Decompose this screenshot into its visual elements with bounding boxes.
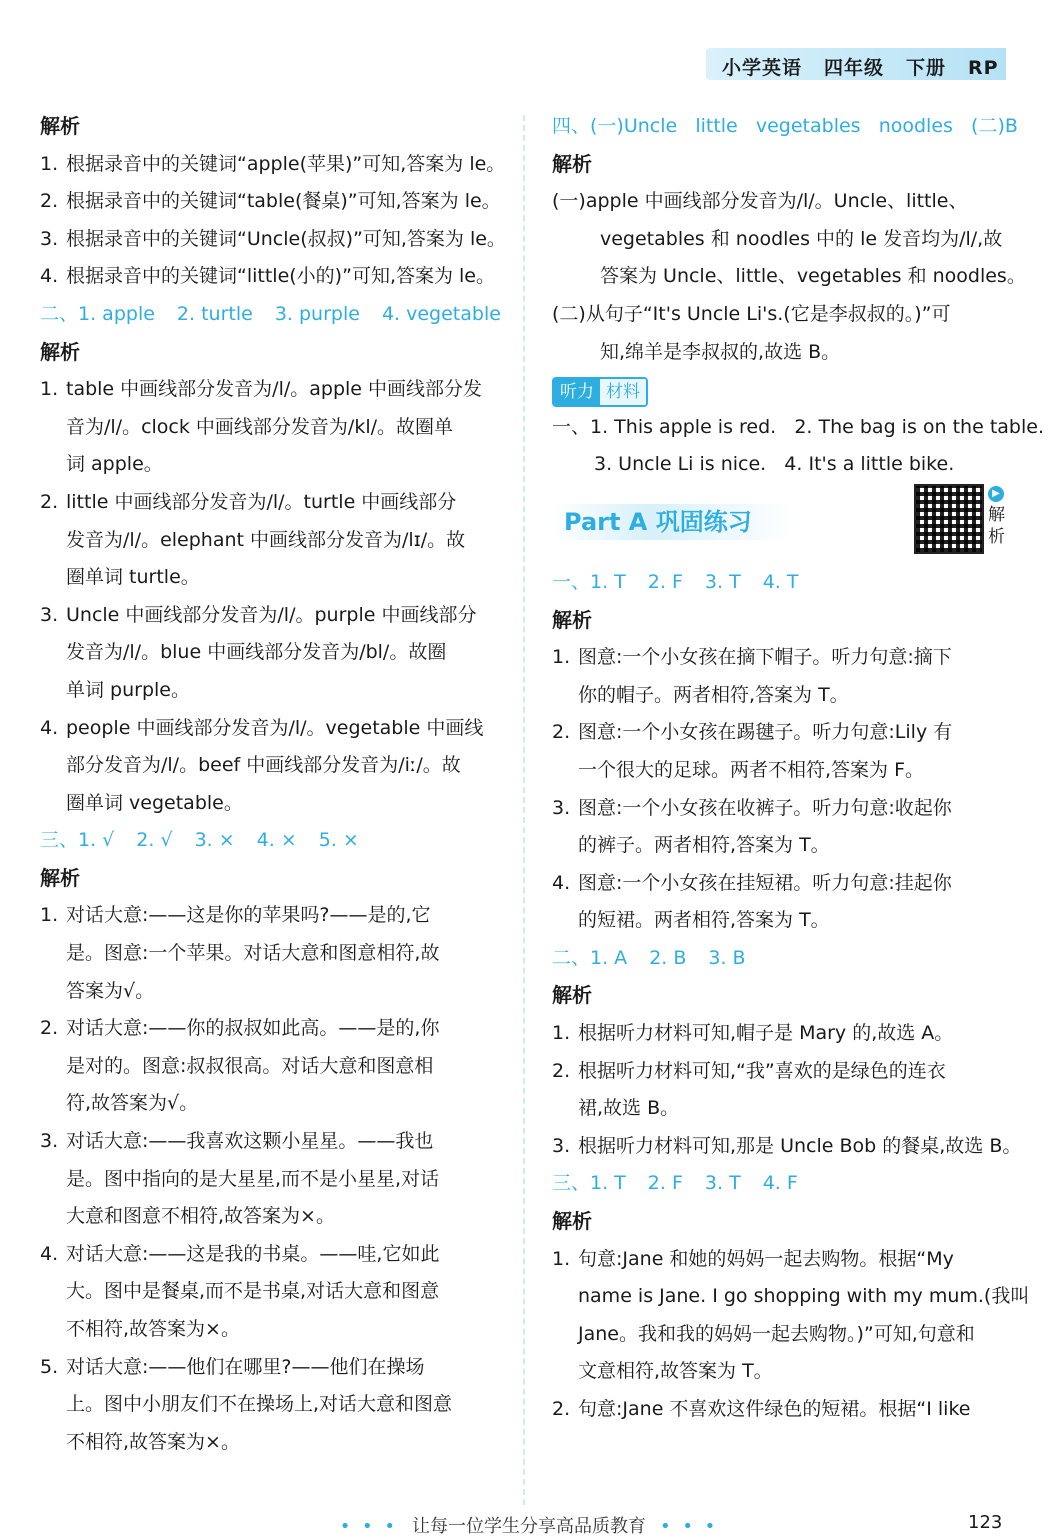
list-item: (一)apple 中画线部分发音为/l/。Uncle、little、 vegetables 和 noodles 中的 le 发音均为/l/,故 答案为 Uncle、little、vegetables 和 noodles。 [552, 190, 1026, 288]
qr-code-icon[interactable] [914, 484, 984, 554]
section-heading: 解析 [40, 114, 80, 138]
header-subject: 小学英语 [722, 57, 803, 79]
listening-material-tag: 听力 材料 [552, 371, 1014, 409]
list-item: 2. 根据听力材料可知,“我”喜欢的是绿色的连衣 裙,故选 B。 [552, 1059, 946, 1120]
answer-row: 三、1. T 2. F 3. T 4. F [552, 1172, 798, 1195]
list-item: 1. 根据听力材料可知,帽子是 Mary 的,故选 A。 [552, 1022, 954, 1045]
answer-row: 二、1. A 2. B 3. B [552, 946, 746, 969]
left-column [40, 108, 506, 1461]
header-grade: 四年级 [824, 57, 885, 79]
list-item: 3. 图意:一个小女孩在收裤子。听力句意:收起你 的裤子。两者相符,答案为 T。 [552, 796, 952, 857]
part-a-header [552, 484, 1014, 564]
section-heading: 解析 [40, 339, 80, 364]
list-item: 4. 根据录音中的关键词“little(小的)”可知,答案为 le。 [40, 265, 495, 288]
section-heading: 解析 [552, 983, 592, 1008]
right-column [552, 108, 1044, 1429]
list-item: 3. 根据录音中的关键词“Uncle(叔叔)”可知,答案为 le。 [40, 227, 506, 250]
list-item: 2. 句意:Jane 不喜欢这件绿色的短裙。根据“I like [552, 1398, 971, 1420]
list-item: 1. table 中画线部分发音为/l/。apple 中画线部分发 音为/l/。clock 中画线部分发音为/kl/。故圈单 词 apple。 [40, 378, 483, 476]
qr-label: 解析 [988, 504, 1005, 547]
header-term: 下册 [906, 57, 947, 79]
list-item: 5. 对话大意:——他们在哪里?——他们在操场 上。图中小朋友们不在操场上,对话大意和图意 不相符,故答案为×。 [40, 1355, 453, 1453]
play-icon: ▶ [988, 486, 1004, 502]
list-item: (二)从句子“It's Uncle Li's.(它是李叔叔的。)”可 知,绵羊是李叔叔的,故选 B。 [552, 302, 951, 363]
answer-row: 二、1. apple 2. turtle 3. purple 4. vegetable [40, 302, 501, 325]
list-item: 4. people 中画线部分发音为/l/。vegetable 中画线 部分发音为/l/。beef 中画线部分发音为/iː/。故 圈单词 vegetable。 [40, 716, 484, 814]
list-item: 2. 对话大意:——你的叔叔如此高。——是的,你 是对的。图意:叔叔很高。对话大意和图意相 符,故答案为√。 [40, 1017, 440, 1115]
list-item: 3. 对话大意:——我喜欢这颗小星星。——我也 是。图中指向的是大星星,而不是小星星,对话 大意和图意不相符,故答案为×。 [40, 1130, 440, 1228]
listening-line: 3. Uncle Li is nice. 4. It's a little bike. [594, 453, 955, 476]
header-edition: RP [968, 57, 999, 79]
section-heading: 解析 [552, 607, 592, 632]
section-heading: 解析 [552, 1209, 592, 1234]
list-item: 1. 图意:一个小女孩在摘下帽子。听力句意:摘下 你的帽子。两者相符,答案为 T。 [552, 646, 952, 706]
list-item: 3. 根据听力材料可知,那是 Uncle Bob 的餐桌,故选 B。 [552, 1134, 1022, 1157]
section-heading: 解析 [40, 865, 80, 890]
answer-row: 一、1. T 2. F 3. T 4. T [552, 570, 799, 593]
footer-slogan: • • • 让每一位学生分享高品质教育 • • • [339, 1516, 719, 1537]
list-item: 3. Uncle 中画线部分发音为/l/。purple 中画线部分 发音为/l/。blue 中画线部分发音为/bl/。故圈 单词 purple。 [40, 603, 477, 701]
list-item: 2. little 中画线部分发音为/l/。turtle 中画线部分 发音为/l/。elephant 中画线部分发音为/lɪ/。故 圈单词 turtle。 [40, 490, 466, 589]
list-item: 1. 对话大意:——这是你的苹果吗?——是的,它 是。图意:一个苹果。对话大意和图意相符,故 答案为√。 [40, 904, 440, 1002]
answer-row: 四、(一)Uncle little vegetables noodles (二)B [552, 115, 1018, 137]
list-item: 4. 图意:一个小女孩在挂短裙。听力句意:挂起你 的短裙。两者相符,答案为 T。 [552, 871, 952, 932]
column-divider [523, 115, 525, 1505]
header-text [722, 53, 1021, 80]
list-item: 2. 根据录音中的关键词“table(餐桌)”可知,答案为 le。 [40, 190, 501, 213]
section-heading: 解析 [552, 151, 592, 176]
list-item: 4. 对话大意:——这是我的书桌。——哇,它如此 大。图中是餐桌,而不是书桌,对话大意和图意 不相符,故答案为×。 [40, 1242, 440, 1340]
answer-row: 三、1. √ 2. √ 3. × 4. × 5. × [40, 829, 359, 852]
part-title: Part A 巩固练习 [552, 504, 794, 540]
list-item: 1. 根据录音中的关键词“apple(苹果)”可知,答案为 le。 [40, 152, 506, 175]
listening-line: 一、1. This apple is red. 2. The bag is on the table. [552, 415, 1044, 438]
page-number: 123 [968, 1512, 1003, 1533]
list-item: 2. 图意:一个小女孩在踢毽子。听力句意:Lily 有 一个很大的足球。两者不相符,答案为 F。 [552, 721, 953, 781]
list-item: 1. 句意:Jane 和她的妈妈一起去购物。根据“My name is Jane. I go shopping with my mum.(我叫 Jane。我和我的妈妈一起去购物。)”可知,句意和 文意相符,故答案为 T。 [552, 1247, 1030, 1383]
